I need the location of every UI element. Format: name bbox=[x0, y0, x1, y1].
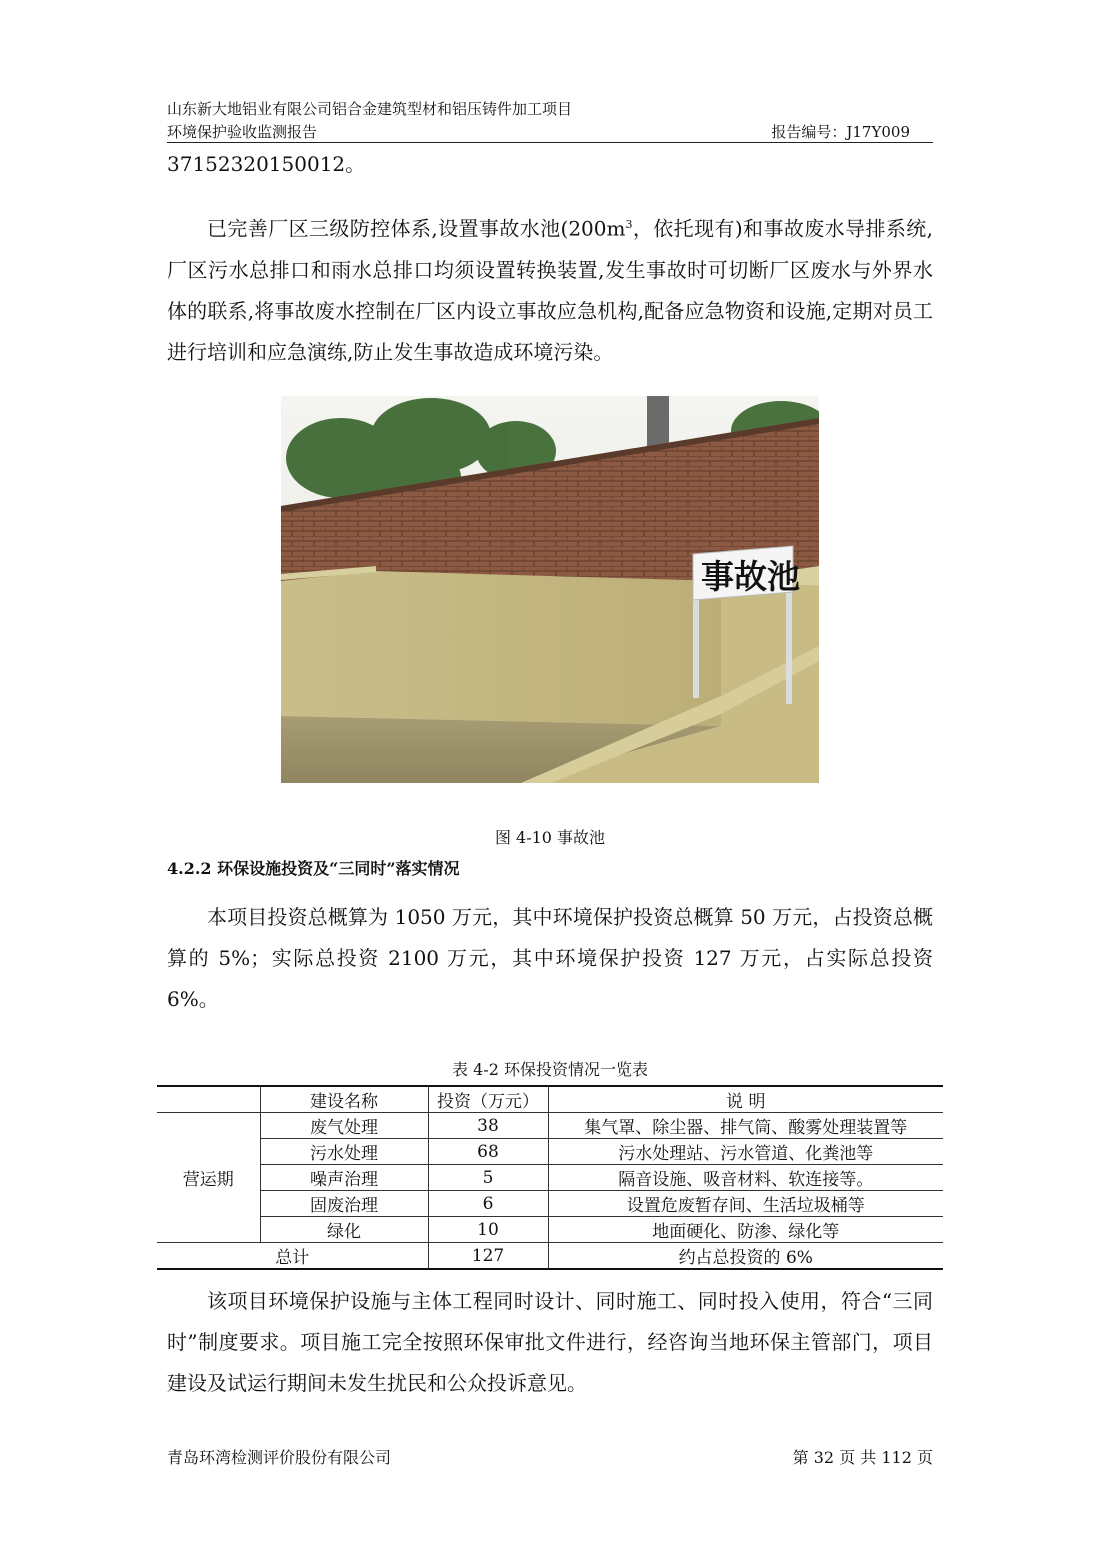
table-cell-desc: 集气罩、除尘器、排气筒、酸雾处理装置等 bbox=[548, 1113, 943, 1139]
footer-page-number: 第 32 页 共 112 页 bbox=[792, 1448, 933, 1467]
table-cell-desc: 污水处理站、污水管道、化粪池等 bbox=[548, 1139, 943, 1165]
paragraph-1-part-a: 已完善厂区三级防控体系,设置事故水池(200m bbox=[207, 216, 626, 241]
table-cell-amount: 5 bbox=[428, 1165, 548, 1191]
table-cell-name: 固废治理 bbox=[260, 1191, 428, 1217]
table-cell-desc: 设置危废暂存间、生活垃圾桶等 bbox=[548, 1191, 943, 1217]
table-header-empty bbox=[157, 1086, 260, 1113]
paragraph-investment: 本项目投资总概算为 1050 万元，其中环境保护投资总概算 50 万元，占投资总概算的 5%；实际总投资 2100 万元，其中环境保护投资 127 万元，占实际总投资 6%。 bbox=[167, 905, 933, 1011]
table-period-cell: 营运期 bbox=[157, 1113, 260, 1243]
paragraph-emergency-system bbox=[167, 204, 933, 373]
table-total-row bbox=[157, 1243, 943, 1270]
paragraph-1-part-b: ，依托现有)和事故废水导排系统,厂区污水总排口和雨水总排口均须设置转换装置,发生事故时可切断厂区废水与外界水体的联系,将事故废水控制在厂区内设立事故应急机构,配备应急物资和设施,定期对员工进行培训和应急演练,防止发生事故造成环境污染。 bbox=[167, 216, 933, 364]
table-header-name: 建设名称 bbox=[260, 1086, 428, 1113]
table-row bbox=[157, 1191, 943, 1217]
table-total-desc: 约占总投资的 6% bbox=[548, 1243, 943, 1270]
table-cell-amount: 10 bbox=[428, 1217, 548, 1243]
table-cell-name: 绿化 bbox=[260, 1217, 428, 1243]
accident-pool-photo bbox=[281, 396, 819, 783]
sign-text: 事故池 bbox=[701, 557, 800, 596]
superscript-3: 3 bbox=[625, 218, 633, 231]
table-cell-amount: 68 bbox=[428, 1139, 548, 1165]
table-row bbox=[157, 1139, 943, 1165]
table-header-desc: 说 明 bbox=[548, 1086, 943, 1113]
table-cell-desc: 隔音设施、吸音材料、软连接等。 bbox=[548, 1165, 943, 1191]
table-total-label: 总计 bbox=[157, 1243, 428, 1270]
header-report-title: 环境保护验收监测报告 bbox=[167, 123, 318, 141]
table-row bbox=[157, 1113, 943, 1139]
table-row bbox=[157, 1217, 943, 1243]
header-rule bbox=[167, 142, 933, 143]
paragraph-three-simultaneous: 该项目环境保护设施与主体工程同时设计、同时施工、同时投入使用，符合“三同时”制度要求。项目施工完全按照环保审批文件进行，经咨询当地环保主管部门，项目建设及试运行期间未发生扰民和公众投诉意见。 bbox=[167, 1289, 933, 1395]
continuation-text: 37152320150012。 bbox=[167, 152, 366, 176]
table-caption: 表 4-2 环保投资情况一览表 bbox=[452, 1060, 648, 1079]
table-total-amount: 127 bbox=[428, 1243, 548, 1270]
footer-company: 青岛环湾检测评价股份有限公司 bbox=[167, 1448, 392, 1467]
section-heading: 4.2.2 环保设施投资及“三同时”落实情况 bbox=[167, 859, 460, 878]
figure-caption: 图 4-10 事故池 bbox=[494, 828, 606, 847]
table-cell-amount: 6 bbox=[428, 1191, 548, 1217]
header-project-title: 山东新大地铝业有限公司铝合金建筑型材和铝压铸件加工项目 bbox=[167, 100, 573, 118]
table-cell-name: 废气处理 bbox=[260, 1113, 428, 1139]
table-cell-name: 污水处理 bbox=[260, 1139, 428, 1165]
investment-table bbox=[157, 1085, 943, 1270]
table-cell-name: 噪声治理 bbox=[260, 1165, 428, 1191]
table-row bbox=[157, 1165, 943, 1191]
table-cell-amount: 38 bbox=[428, 1113, 548, 1139]
header-report-number: 报告编号：J17Y009 bbox=[771, 123, 910, 141]
table-header-amount: 投资（万元） bbox=[428, 1086, 548, 1113]
table-cell-desc: 地面硬化、防渗、绿化等 bbox=[548, 1217, 943, 1243]
table-header-row bbox=[157, 1086, 943, 1113]
